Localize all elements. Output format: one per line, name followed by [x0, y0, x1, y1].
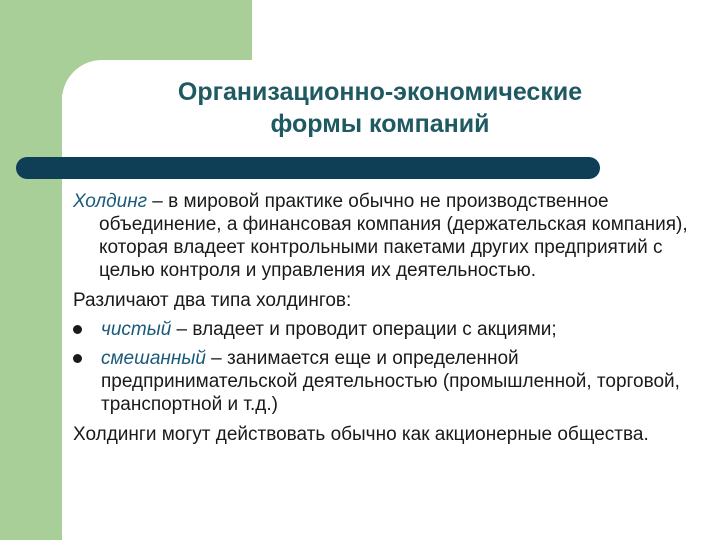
- slide-title: [100, 76, 660, 140]
- closing-paragraph: Холдинги могут действовать обычно как акционерные общества.: [73, 424, 649, 445]
- bullet-text: – владеет и проводит операции с акциями;: [171, 319, 557, 340]
- definition-text: – в мировой практике обычно не производственное объединение, а финансовая компания (держательская компания), которая владеет контрольными пакетами других предприятий с целью контроля и управления их деятельностью.: [99, 191, 688, 281]
- bullet-term: чистый: [101, 319, 172, 340]
- list-item: [73, 347, 693, 416]
- title-line-2: формы компаний: [270, 110, 490, 138]
- bullet-term: смешанный: [101, 348, 206, 369]
- types-intro: Различают два типа холдингов:: [73, 290, 352, 311]
- title-line-1: Организационно-экономические: [177, 78, 583, 106]
- bullet-dot-icon: [73, 325, 82, 334]
- bullet-text: – занимается еще и определенной предпринимательской деятельностью (промышленной, торговой, транспортной и т.д.): [101, 348, 680, 415]
- list-item: [73, 318, 693, 341]
- definition-paragraph: [73, 190, 693, 282]
- bullet-dot-icon: [73, 354, 82, 363]
- green-decor-left: [0, 0, 62, 540]
- definition-term: Холдинг: [73, 191, 148, 212]
- slide-content: [73, 190, 693, 446]
- title-divider-bar: [16, 157, 600, 179]
